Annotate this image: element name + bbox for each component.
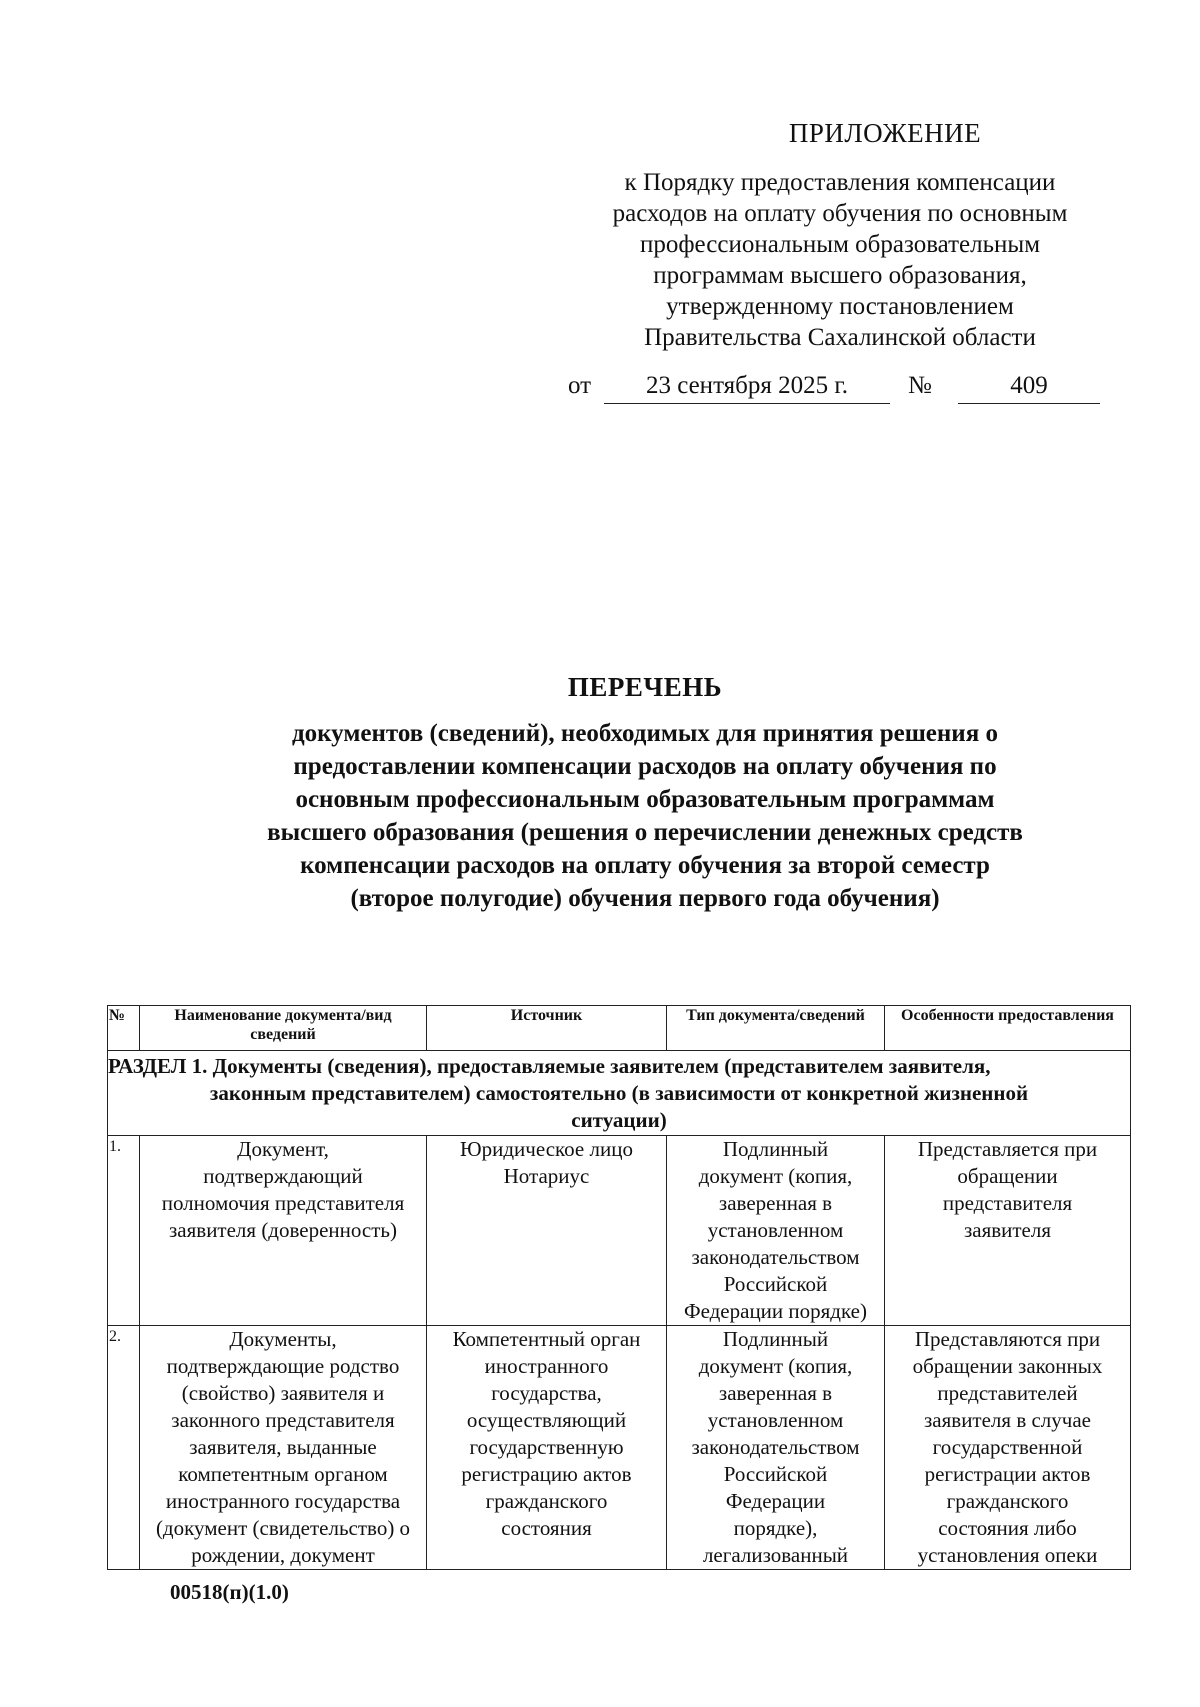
features-cell [885,1326,1131,1570]
cell-line: Подлинный [722,1137,829,1161]
page-title: ПЕРЕЧЕНЬ [567,672,723,702]
table-header-row [108,1006,1131,1051]
column-header-source: Источник [427,1006,667,1051]
document-name-cell [140,1326,427,1570]
cell-line: Российской [723,1462,828,1486]
cell-line: заявителя в случае [924,1408,1091,1432]
resolution-date-line [568,372,1118,406]
subtitle-line: (второе полугодие) обучения первого года обучения) [350,885,940,912]
document-name-cell [140,1136,427,1326]
cell-line: заявителя, выданные [189,1435,377,1459]
column-header-features: Особенности предоставления [885,1006,1131,1051]
cell-line: осуществляющий [466,1408,627,1432]
cell-line: обращении законных [912,1354,1103,1378]
resolution-number: 409 [958,372,1100,404]
cell-line: иностранного государства [165,1489,401,1513]
subtitle-line: компенсации расходов на оплату обучения за второй семестр [300,852,990,879]
cell-line: законодательством [691,1245,860,1269]
document-heading [120,672,1170,915]
cell-line: заявителя [963,1218,1052,1242]
subtitle-line: документов (сведений), необходимых для принятия решения о [291,720,998,747]
cell-line: государства, [491,1381,602,1405]
cell-line: Документы, [229,1327,337,1351]
cell-line: регистрации актов [924,1462,1091,1486]
appendix-line: расходов на оплату обучения по основным [612,200,1068,227]
appendix-line: Правительства Сахалинской области [644,324,1036,351]
appendix-line: программам высшего образования, [653,262,1027,289]
column-header-num: № [108,1006,140,1051]
subtitle-line: высшего образования (решения о перечислении денежных средств [267,819,1023,846]
cell-line: рождении, документ [191,1543,375,1567]
cell-line: иностранного [484,1354,609,1378]
table-row [108,1326,1131,1570]
cell-line: Федерации [725,1489,826,1513]
cell-line: представителей [937,1381,1078,1405]
cell-line: установленном [707,1408,844,1432]
cell-line: Подлинный [722,1327,829,1351]
section-title-line: ситуации) [571,1108,667,1132]
cell-line: Федерации порядке) [683,1299,867,1323]
cell-line: компетентным органом [178,1462,388,1486]
cell-line: документ (копия, [698,1164,853,1188]
type-cell [667,1326,885,1570]
cell-line: установления опеки [917,1543,1098,1567]
cell-line: документ (копия, [698,1354,853,1378]
cell-line: Юридическое лицо [460,1137,633,1161]
type-cell [667,1136,885,1326]
cell-line: заверенная в [718,1381,833,1405]
section-row [108,1051,1131,1136]
cell-line: полномочия представителя [161,1191,405,1215]
page-subtitle [120,717,1170,915]
source-cell [427,1326,667,1570]
features-cell [885,1136,1131,1326]
cell-line: заявителя (доверенность) [169,1218,397,1242]
cell-line: Компетентный орган [452,1327,641,1351]
cell-line: (свойство) заявителя и [181,1381,385,1405]
cell-line: законного представителя [171,1408,395,1432]
row-number: 1. [108,1136,140,1326]
subtitle-line: основным профессиональным образовательным программам [295,786,995,813]
subtitle-line: предоставлении компенсации расходов на оплату обучения по [293,753,997,780]
cell-line: государственной [932,1435,1083,1459]
source-cell [427,1136,667,1326]
appendix-line: профессиональным образовательным [639,231,1041,258]
resolution-date: 23 сентября 2025 г. [604,372,890,404]
appendix-line: к Порядку предоставления компенсации [624,169,1056,196]
section-title-line: РАЗДЕЛ 1. Документы (сведения), предоставляемые заявителем (представителем заявителя, [108,1054,991,1078]
cell-line: порядке), [733,1516,818,1540]
cell-line: Представляются при [914,1327,1101,1351]
section-1-title [108,1051,1131,1136]
cell-line: законодательством [691,1435,860,1459]
date-prefix: от [568,372,592,399]
cell-line: Документ, [237,1137,329,1161]
cell-line: обращении [957,1164,1058,1188]
cell-line: подтверждающий [203,1164,363,1188]
cell-line: государственную [469,1435,624,1459]
cell-line: подтверждающие родство [166,1354,400,1378]
appendix-block [560,118,1120,353]
cell-line: состояния либо [938,1516,1077,1540]
column-header-name: Наименование документа/вид сведений [140,1006,427,1051]
cell-line: Российской [723,1272,828,1296]
table-row [108,1136,1131,1326]
column-header-type: Тип документа/сведений [667,1006,885,1051]
cell-line: легализованный [702,1543,849,1567]
appendix-title: ПРИЛОЖЕНИЕ [788,118,982,148]
cell-line: установленном [707,1218,844,1242]
number-prefix: № [908,372,932,399]
cell-line: заверенная в [718,1191,833,1215]
cell-line: гражданского [946,1489,1069,1513]
document-id: 00518(п)(1.0) [170,1580,289,1604]
cell-line: Представляется при [917,1137,1098,1161]
row-number: 2. [108,1326,140,1570]
cell-line: Нотариус [503,1164,590,1188]
cell-line: (документ (свидетельство) о [155,1516,411,1540]
section-title-line: законным представителем) самостоятельно (в зависимости от конкретной жизненной [209,1081,1029,1105]
cell-line: представителя [942,1191,1073,1215]
appendix-line: утвержденному постановлением [666,293,1014,320]
cell-line: гражданского [485,1489,608,1513]
cell-line: регистрацию актов [461,1462,632,1486]
cell-line: состояния [501,1516,592,1540]
documents-table [107,1005,1131,1570]
